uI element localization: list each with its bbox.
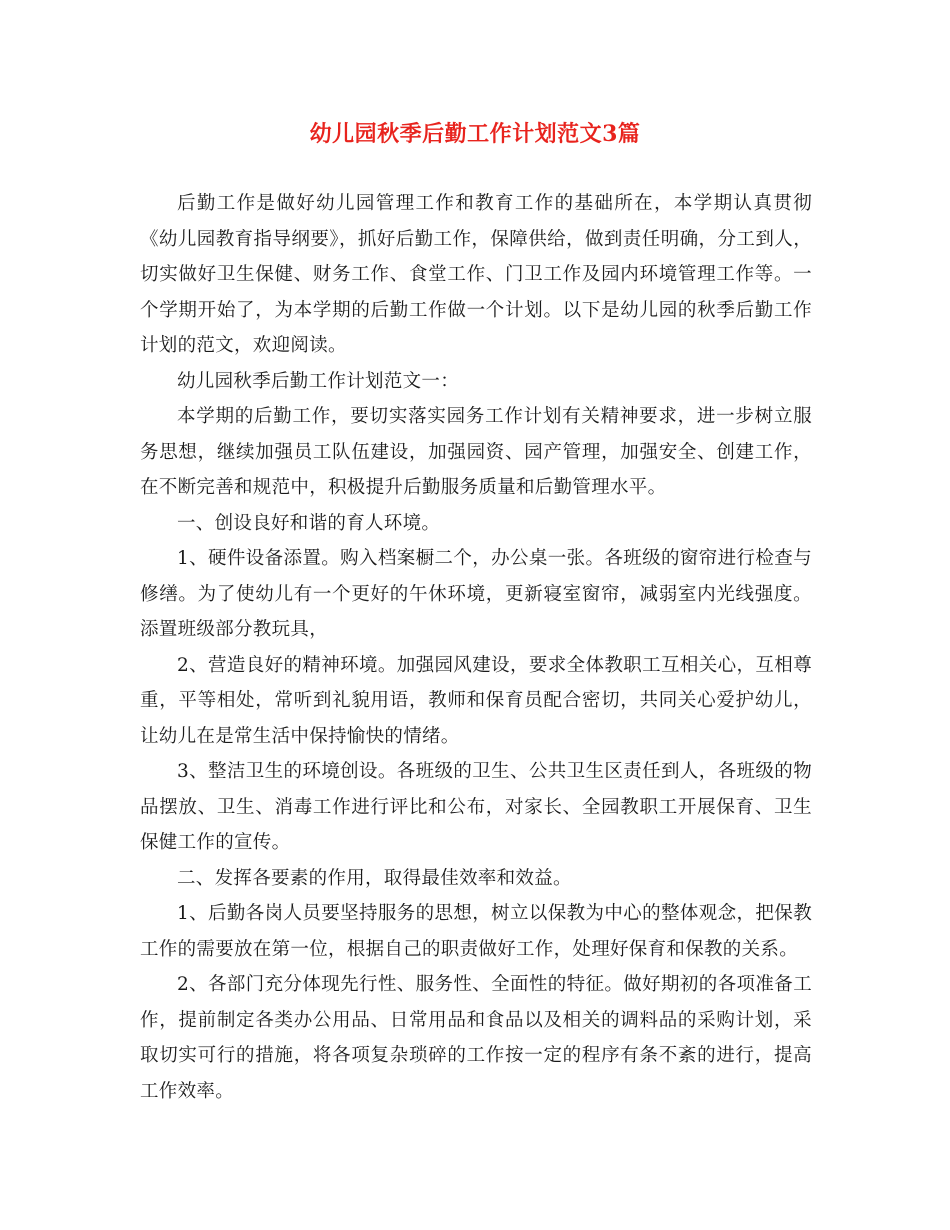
paragraph: 2、各部门充分体现先行性、服务性、全面性的特征。做好期初的各项准备工作，提前制定各类办公用品、日常用品和食品以及相关的调料品的采购计划，采取切实可行的措施，将各项复杂琐碎的工作按一定的程序有条不紊的进行，提高工作效率。	[140, 974, 812, 1102]
paragraph-section-heading: 幼儿园秋季后勤工作计划范文一：	[177, 370, 460, 392]
document-title: 幼儿园秋季后勤工作计划范文3篇	[309, 121, 641, 147]
document-body	[140, 186, 812, 1109]
paragraph-heading-2: 二、发挥各要素的作用，取得最佳效率和效益。	[177, 867, 572, 889]
paragraph: 1、后勤各岗人员要坚持服务的思想，树立以保教为中心的整体观念，把保教工作的需要放在第一位，根据自己的职责做好工作，处理好保育和保教的关系。	[140, 903, 812, 960]
paragraph: 1、硬件设备添置。购入档案橱二个，办公桌一张。各班级的窗帘进行检查与修缮。为了使幼儿有一个更好的午休环境，更新寝室窗帘，减弱室内光线强度。添置班级部分教玩具，	[140, 548, 812, 640]
paragraph-heading-1: 一、创设良好和谐的育人环境。	[177, 512, 441, 534]
paragraph: 3、整洁卫生的环境创设。各班级的卫生、公共卫生区责任到人，各班级的物品摆放、卫生、消毒工作进行评比和公布，对家长、全园教职工开展保育、卫生保健工作的宣传。	[140, 761, 812, 853]
paragraph-intro: 后勤工作是做好幼儿园管理工作和教育工作的基础所在，本学期认真贯彻《幼儿园教育指导纲要》，抓好后勤工作，保障供给，做到责任明确，分工到人，切实做好卫生保健、财务工作、食堂工作、门卫工作及园内环境管理工作等。一个学期开始了，为本学期的后勤工作做一个计划。以下是幼儿园的秋季后勤工作计划的范文，欢迎阅读。	[140, 193, 812, 356]
paragraph: 本学期的后勤工作，要切实落实园务工作计划有关精神要求，进一步树立服务思想，继续加强员工队伍建设，加强园资、园产管理，加强安全、创建工作，在不断完善和规范中，积极提升后勤服务质量和后勤管理水平。	[140, 406, 812, 498]
paragraph: 2、营造良好的精神环境。加强园风建设，要求全体教职工互相关心，互相尊重，平等相处，常听到礼貌用语，教师和保育员配合密切，共同关心爱护幼儿，让幼儿在是常生活中保持愉快的情绪。	[140, 654, 812, 747]
